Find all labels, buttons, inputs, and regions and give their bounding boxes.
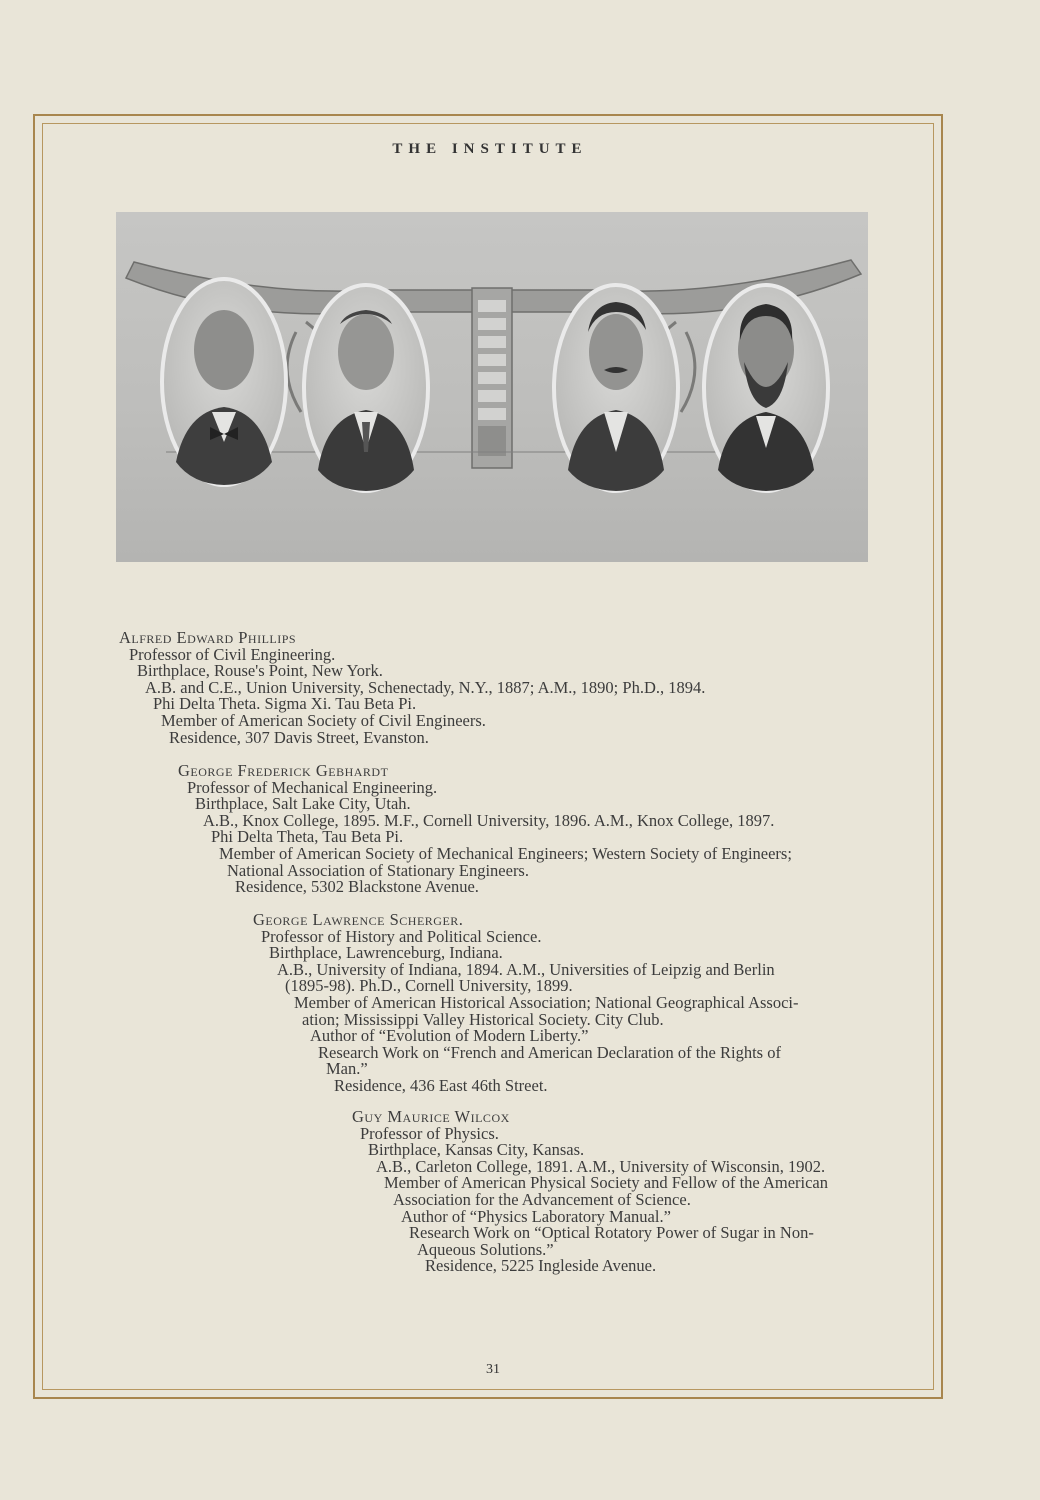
entry-line: Author of “Evolution of Modern Liberty.” bbox=[310, 1026, 589, 1046]
entry-line: Birthplace, Rouse's Point, New York. bbox=[137, 661, 383, 681]
entry-line: Member of American Society of Civil Engineers. bbox=[161, 710, 486, 730]
entry-line: A.B., Carleton College, 1891. A.M., University of Wisconsin, 1902. bbox=[376, 1156, 826, 1176]
portrait-phillips bbox=[162, 279, 286, 485]
entry-line: A.B., University of Indiana, 1894. A.M., Universities of Leipzig and Berlin bbox=[277, 959, 775, 979]
entry-line: Professor of Civil Engineering. bbox=[129, 644, 336, 664]
faculty-name: Alfred Edward Phillips bbox=[119, 628, 297, 647]
entry-line: Aqueous Solutions.” bbox=[417, 1239, 554, 1259]
faculty-entry-phillips bbox=[109, 630, 705, 746]
page-number: 31 bbox=[486, 1362, 500, 1377]
portrait-wilcox bbox=[704, 285, 828, 491]
entry-line: Association for the Advancement of Science. bbox=[393, 1189, 691, 1209]
entry-line: Professor of Mechanical Engineering. bbox=[187, 777, 438, 797]
entry-line: Phi Delta Theta, Tau Beta Pi. bbox=[211, 827, 404, 847]
faculty-name: George Frederick Gebhardt bbox=[178, 761, 389, 780]
portrait-scherger bbox=[554, 285, 678, 491]
entry-line: Birthplace, Salt Lake City, Utah. bbox=[195, 794, 411, 814]
faculty-name: George Lawrence Scherger. bbox=[253, 910, 464, 929]
entry-line: Member of American Society of Mechanical Engineers; Western Society of Engineers; bbox=[219, 843, 792, 863]
entry-line: A.B. and C.E., Union University, Schenectady, N.Y., 1887; A.M., 1890; Ph.D., 1894. bbox=[145, 677, 706, 697]
faculty-portrait-panel bbox=[116, 212, 868, 562]
entry-line: Residence, 5302 Blackstone Avenue. bbox=[235, 877, 479, 897]
faculty-name: Guy Maurice Wilcox bbox=[352, 1107, 510, 1126]
entry-line: Birthplace, Lawrenceburg, Indiana. bbox=[269, 943, 503, 963]
entry-line: Residence, 436 East 46th Street. bbox=[334, 1075, 548, 1095]
entry-line: (1895-98). Ph.D., Cornell University, 1899. bbox=[285, 976, 573, 996]
entry-line: ation; Mississippi Valley Historical Society. City Club. bbox=[302, 1009, 664, 1029]
running-head: THE INSTITUTE bbox=[392, 141, 588, 157]
entry-line: Phi Delta Theta. Sigma Xi. Tau Beta Pi. bbox=[153, 694, 417, 714]
entry-line: Residence, 307 Davis Street, Evanston. bbox=[169, 727, 429, 747]
entry-line: Author of “Physics Laboratory Manual.” bbox=[401, 1206, 671, 1226]
entry-line: Birthplace, Kansas City, Kansas. bbox=[368, 1140, 585, 1160]
portrait-gebhardt bbox=[304, 285, 428, 491]
entry-line: Research Work on “French and American Declaration of the Rights of bbox=[318, 1042, 781, 1062]
entry-line: Professor of Physics. bbox=[360, 1123, 499, 1143]
entry-line: Man.” bbox=[326, 1059, 368, 1079]
faculty-entry-gebhardt bbox=[178, 763, 792, 896]
faculty-entry-wilcox bbox=[352, 1109, 828, 1275]
entry-line: Member of American Historical Association; National Geographical Associ- bbox=[294, 992, 799, 1012]
entry-line: National Association of Stationary Engineers. bbox=[227, 860, 529, 880]
entry-line: A.B., Knox College, 1895. M.F., Cornell University, 1896. A.M., Knox College, 1897. bbox=[203, 810, 775, 830]
faculty-entry-scherger bbox=[253, 912, 799, 1095]
entry-line: Member of American Physical Society and Fellow of the American bbox=[384, 1173, 829, 1193]
entry-line: Research Work on “Optical Rotatory Power of Sugar in Non- bbox=[409, 1223, 814, 1243]
entry-line: Residence, 5225 Ingleside Avenue. bbox=[425, 1256, 657, 1276]
entry-line: Professor of History and Political Science. bbox=[261, 926, 542, 946]
